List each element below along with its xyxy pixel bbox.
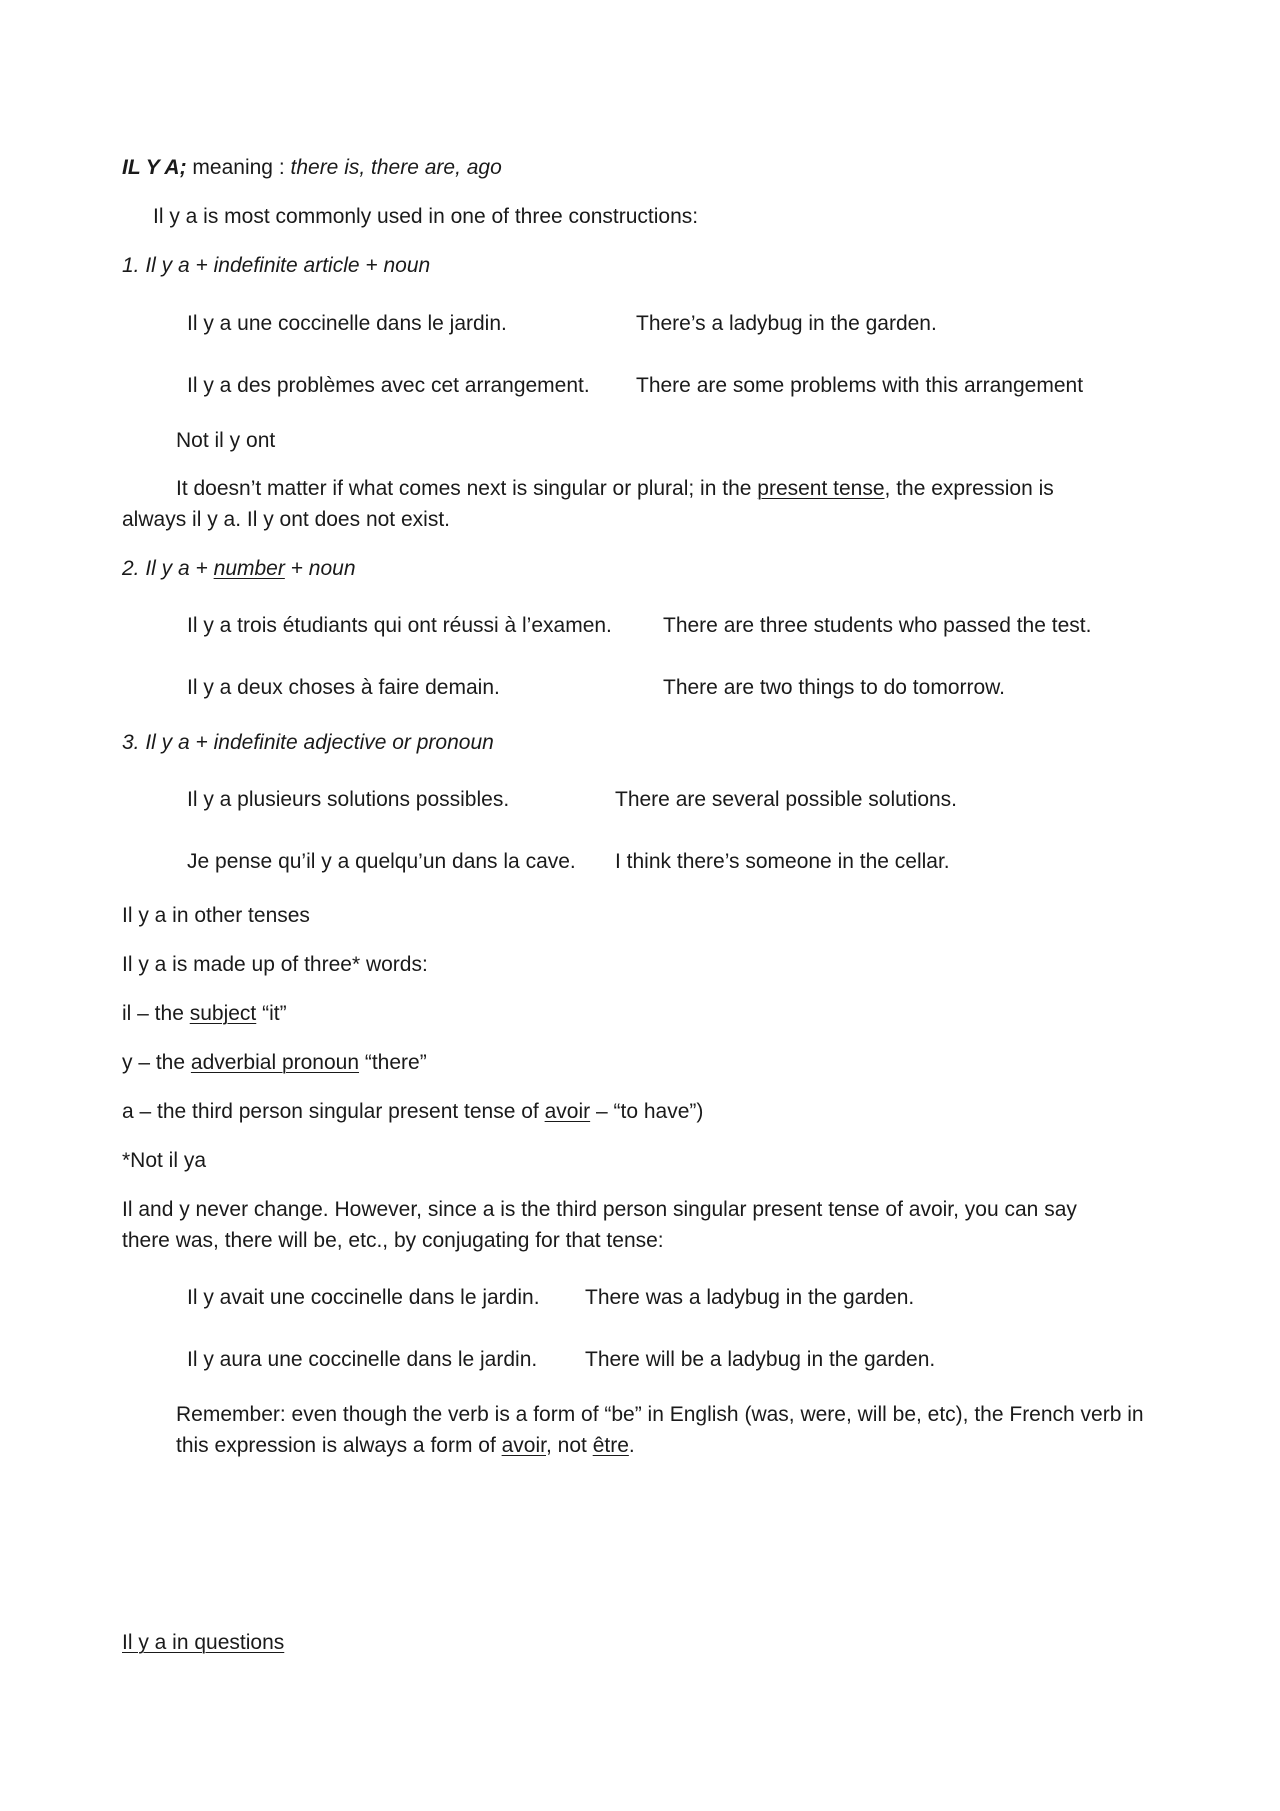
etre-link[interactable]: être bbox=[592, 1434, 629, 1457]
example-english: There’s a ladybug in the garden. bbox=[636, 312, 937, 335]
construction3-heading: 3. Il y a + indefinite adjective or pronoun bbox=[122, 731, 494, 754]
a-definition bbox=[122, 1096, 703, 1127]
example-french: Il y a plusieurs solutions possibles. bbox=[187, 788, 510, 811]
title-meaning: there is, there are, ago bbox=[290, 156, 502, 179]
number-link[interactable]: number bbox=[213, 557, 285, 580]
title-label: IL Y A; bbox=[122, 156, 187, 179]
example-english: There will be a ladybug in the garden. bbox=[585, 1348, 936, 1371]
il-definition-suffix: “it” bbox=[256, 1002, 287, 1025]
example-french: Il y aura une coccinelle dans le jardin. bbox=[187, 1348, 538, 1371]
construction2-heading-suffix: + noun bbox=[284, 557, 356, 580]
remember-text: Remember: even though the verb is a form of “be” in English (was, were, will be, etc), the French verb in this expression is always a form of bbox=[176, 1403, 1144, 1457]
example-french: Il y a deux choses à faire demain. bbox=[187, 676, 500, 699]
example-english: There are several possible solutions. bbox=[615, 788, 958, 811]
example-french: Je pense qu’il y a quelqu’un dans la cave. bbox=[187, 850, 576, 873]
il-definition-prefix: il – the bbox=[122, 1002, 190, 1025]
title-meaning-prefix: meaning : bbox=[186, 156, 291, 179]
y-definition-prefix: y – the bbox=[122, 1051, 191, 1074]
made-up-text: Il y a is made up of three* words: bbox=[122, 953, 428, 976]
example-english: There are two things to do tomorrow. bbox=[663, 676, 1005, 699]
remember-note bbox=[176, 1399, 1176, 1461]
construction1-heading: 1. Il y a + indefinite article + noun bbox=[122, 254, 431, 277]
adverbial-pronoun-link[interactable]: adverbial pronoun bbox=[190, 1051, 360, 1074]
example-french: Il y avait une coccinelle dans le jardin. bbox=[187, 1286, 540, 1309]
remember-text-end: . bbox=[628, 1434, 635, 1457]
example-english: There was a ladybug in the garden. bbox=[585, 1286, 915, 1309]
example-french: Il y a une coccinelle dans le jardin. bbox=[187, 312, 507, 335]
il-definition bbox=[122, 998, 287, 1029]
y-definition bbox=[122, 1047, 427, 1078]
example-french: Il y a trois étudiants qui ont réussi à l’examen. bbox=[187, 614, 612, 637]
example-english: There are three students who passed the test. bbox=[663, 614, 1092, 637]
never-change-text: Il and y never change. However, since a is the third person singular present tense of avoir, you can say there was, there will be, etc., by conjugating for that tense: bbox=[122, 1198, 1077, 1252]
avoir-link[interactable]: avoir bbox=[544, 1100, 591, 1123]
other-tenses-heading: Il y a in other tenses bbox=[122, 904, 310, 927]
a-definition-prefix: a – the third person singular present tense of bbox=[122, 1100, 545, 1123]
avoir-link[interactable]: avoir bbox=[501, 1434, 546, 1457]
construction1-explanation bbox=[122, 473, 1122, 535]
subject-link[interactable]: subject bbox=[189, 1002, 257, 1025]
not-il-y-ont-note: Not il y ont bbox=[176, 429, 276, 452]
explanation-text-end: , the expression is always il y a. Il y ont does not exist. bbox=[122, 477, 1054, 531]
explanation-text: It doesn’t matter if what comes next is singular or plural; in the bbox=[176, 477, 758, 500]
present-tense-link[interactable]: present tense bbox=[757, 477, 885, 500]
remember-text-middle: , not bbox=[545, 1434, 593, 1457]
example-french: Il y a des problèmes avec cet arrangement. bbox=[187, 374, 590, 397]
not-ilya-note: *Not il ya bbox=[122, 1149, 207, 1172]
example-english: There are some problems with this arrangement bbox=[636, 374, 1084, 397]
construction2-heading bbox=[122, 553, 356, 584]
y-definition-suffix: “there” bbox=[359, 1051, 427, 1074]
title-line bbox=[122, 152, 502, 183]
intro-text: Il y a is most commonly used in one of three constructions: bbox=[153, 205, 699, 228]
example-english: I think there’s someone in the cellar. bbox=[615, 850, 950, 873]
questions-heading[interactable]: Il y a in questions bbox=[122, 1631, 285, 1654]
construction2-heading-prefix: 2. Il y a + bbox=[122, 557, 214, 580]
a-definition-suffix: – “to have”) bbox=[590, 1100, 704, 1123]
